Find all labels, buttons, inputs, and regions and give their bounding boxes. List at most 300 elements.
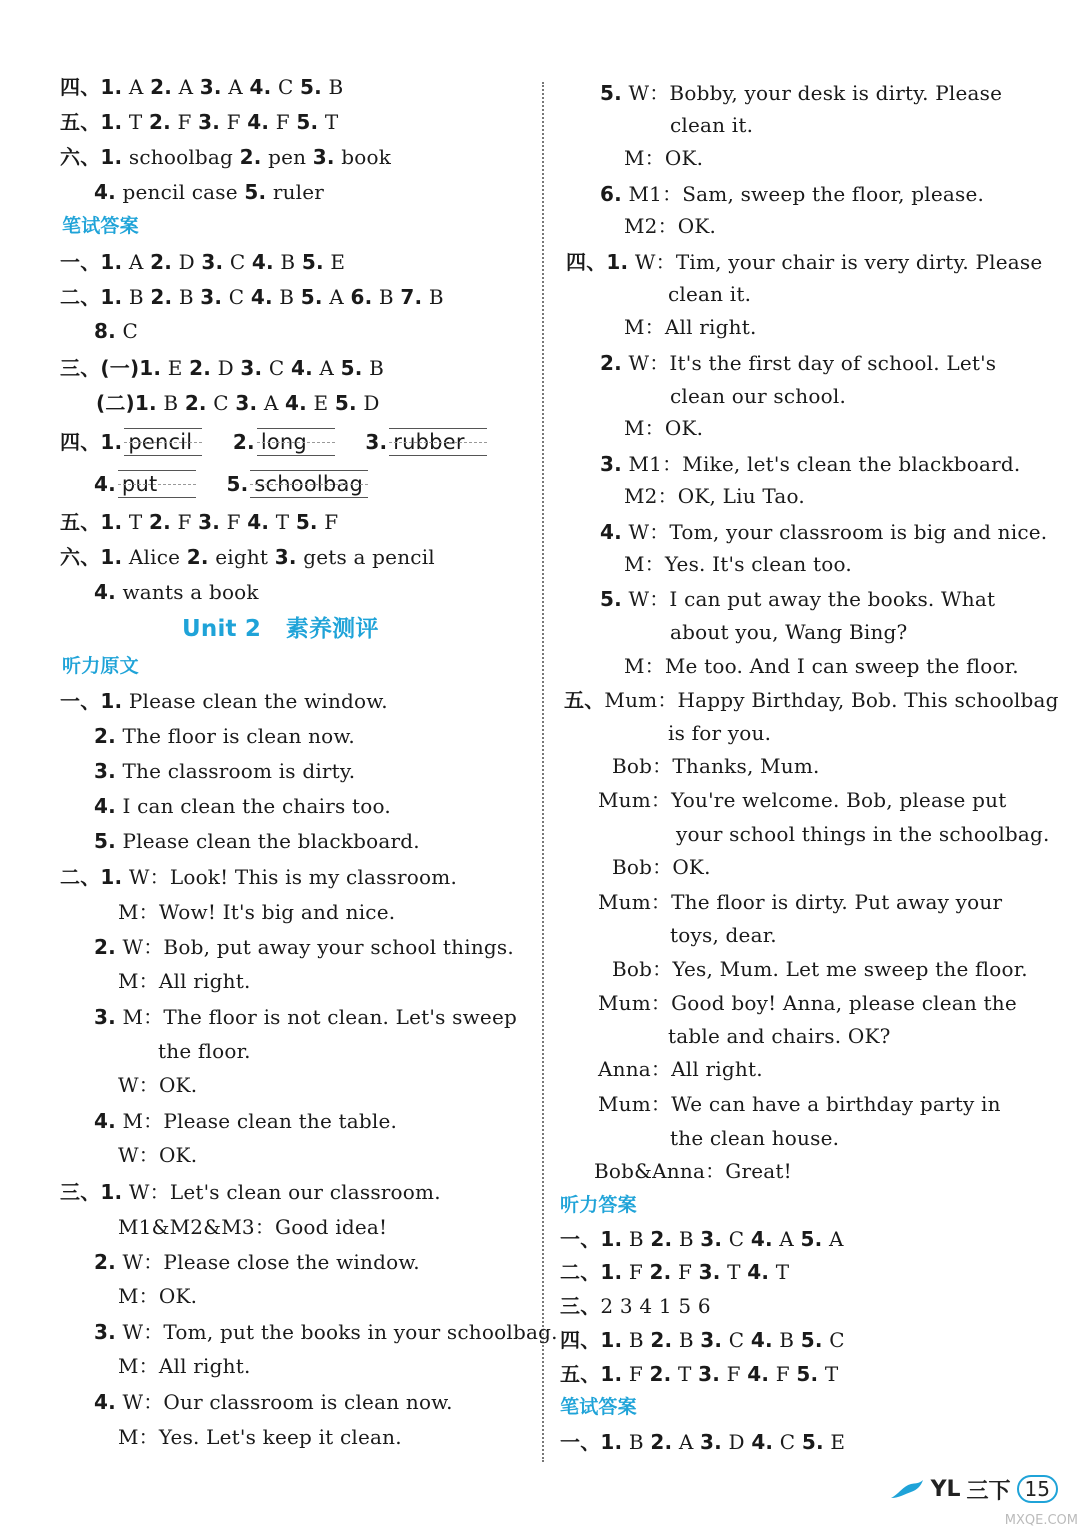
item-text: B [122,285,151,309]
handwriting-box: schoolbag [250,470,368,498]
item-text: pen [261,145,313,169]
item-text: D [721,1430,752,1454]
transcript-line [624,482,805,510]
item-text: C [822,1328,845,1352]
transcript-line [94,1248,420,1276]
item-text: M：All right. [624,315,757,339]
transcript-line [600,585,995,613]
item-text: gets a pencil [296,545,435,569]
transcript-line [600,518,1047,546]
item-text: E [823,1430,846,1454]
item-text: W：Bobby, your desk is dirty. Please [621,81,1003,105]
answer-line [60,354,384,382]
item-text: A [322,285,351,309]
item-text: A [122,75,151,99]
answer-line [560,1225,844,1253]
item-text: F [671,1260,699,1284]
item-number: 3. [700,1227,723,1251]
item-number: 4. [94,580,116,604]
item-number: 5. [296,110,319,134]
transcript-line [670,111,753,139]
item-number: 2. [650,1227,673,1251]
item-text: M2：OK, Liu Tao. [624,484,805,508]
transcript-line [94,1318,558,1346]
transcript-line [94,1388,453,1416]
item-text: A [822,1227,844,1251]
item-number: 5. [94,829,116,853]
item-text: E [161,356,190,380]
item-number: 6. [600,182,622,206]
item-number: 4. [290,356,313,380]
transcript-line [118,1213,387,1241]
item-text: F [720,1362,748,1386]
item-text: A [221,75,250,99]
item-number: 5. [295,510,318,534]
transcript-line [670,921,777,949]
item-text: B [622,1430,651,1454]
item-number: (二)1. [96,391,157,415]
transcript-line [118,898,395,926]
footer-badge [889,1472,1058,1506]
item-number: 二、1. [60,865,123,889]
item-text: C [773,1430,802,1454]
item-text: clean it. [668,282,752,306]
item-text: Bob：Thanks, Mum. [612,754,820,778]
item-text: M1：Sam, sweep the floor, please. [621,182,985,206]
item-number: 三、(一)1. [60,356,162,380]
item-text: C [722,1328,751,1352]
item-text: F [622,1260,650,1284]
item-number: 5. [334,391,357,415]
item-number: 4. [249,75,272,99]
answer-line [560,1292,711,1320]
answer-line [560,1360,838,1388]
handwriting-box: rubber [389,428,487,456]
item-number: 3. [201,250,224,274]
item-text: Bob：Yes, Mum. Let me sweep the floor. [612,957,1028,981]
item-number: 4. [94,794,116,818]
item-number: 5. [801,1430,824,1454]
item-text: the floor. [158,1039,251,1063]
transcript-line [598,786,1006,814]
item-text: M：Please clean the table. [115,1109,398,1133]
item-text: B [622,1227,651,1251]
answer-line [560,1326,845,1354]
transcript-line [94,1107,397,1135]
item-text: Please clean the window. [122,689,388,713]
item-text: is for you. [668,721,772,745]
item-text: 2 3 4 1 5 6 [600,1294,711,1318]
item-number: 5. [800,1328,823,1352]
item-text: A [122,250,151,274]
item-number: 2. [94,1250,116,1274]
transcript-line [118,1352,251,1380]
transcript-line [118,1423,402,1451]
item-text: W：Bob, put away your school things. [115,935,514,959]
item-number: 2. [150,285,173,309]
item-text: toys, dear. [670,923,777,947]
handwriting-box: long [257,428,335,456]
item-number: 2. [150,75,173,99]
item-number: 5. [300,285,323,309]
transcript-line [94,1003,517,1031]
item-text: table and chairs. OK? [668,1024,891,1048]
item-text: F [622,1362,650,1386]
item-text: D [211,356,241,380]
item-text: The classroom is dirty. [115,759,356,783]
item-number: 3. [274,545,297,569]
item-text: C [722,1227,751,1251]
item-text: F [220,110,248,134]
section-heading-written-answers: 笔试答案 [62,215,139,237]
item-number: 五、 [564,688,605,712]
item-number: 6. [350,285,373,309]
item-text: Mum：You're welcome. Bob, please put [598,788,1007,812]
item-text: M：Wow! It's big and nice. [118,900,396,924]
item-text: W：Tom, put the books in your schoolbag. [115,1320,558,1344]
item-text: M：OK. [624,146,704,170]
item-text: F [170,510,199,534]
item-number: 7. [400,285,423,309]
item-text: W：Please close the window. [115,1250,420,1274]
item-text: C [115,319,138,343]
handwriting-box: pencil [124,428,202,456]
transcript-line [598,888,1002,916]
item-number: 一、1. [60,250,123,274]
item-text: W：Our classroom is clean now. [115,1390,453,1414]
item-number: 5. [796,1362,819,1386]
item-text: M2：OK. [624,214,717,238]
item-text: schoolbag [122,145,240,169]
item-text: F [269,110,297,134]
item-number: 5. [244,180,267,204]
item-text: pencil case [115,180,245,204]
item-text: Alice [122,545,187,569]
transcript-line [670,618,907,646]
item-text: B [172,285,201,309]
item-number: 四、1. [60,75,123,99]
transcript-line [668,1022,891,1050]
transcript-line [668,719,771,747]
item-text: T [122,510,149,534]
transcript-line [118,1071,197,1099]
item-text: M1&M2&M3：Good idea! [118,1215,388,1239]
item-number: 2. [184,391,207,415]
item-text: T [318,110,339,134]
transcript-line [94,827,420,855]
item-text: T [122,110,149,134]
answer-line [60,108,338,136]
item-number: 4. [250,285,273,309]
answer-line [60,73,343,101]
transcript-line [670,1124,839,1152]
item-number: 4. [94,1109,116,1133]
item-text: Mum：The floor is dirty. Put away your [598,890,1003,914]
item-number: 三、1. [60,1180,123,1204]
column-divider [542,82,544,1462]
item-number: 2. [189,356,212,380]
item-number: 3. [600,452,622,476]
page-number: 15 [1017,1475,1058,1503]
item-number: 2. [94,935,116,959]
answer-line [60,248,345,276]
item-number: 4. [750,1227,773,1251]
item-number: 3. [198,510,221,534]
item-text: C [222,285,251,309]
item-number: 4. [94,1390,116,1414]
item-text: W：I can put away the books. What [621,587,996,611]
item-text: B [156,391,185,415]
item-text: Anna：All right. [598,1057,763,1081]
item-number: 一、1. [560,1430,623,1454]
item-text: C [223,250,252,274]
transcript-line [118,1282,197,1310]
item-text: D [172,250,202,274]
item-number: 五、1. [60,510,123,534]
transcript-line [612,955,1028,983]
item-number: 4. [747,1260,770,1284]
answer-line [94,317,138,345]
item-number: 2. [650,1430,673,1454]
item-text: M：All right. [118,1354,251,1378]
item-text: A [312,356,341,380]
answer-line [94,178,324,206]
transcript-line [670,382,846,410]
footer-grade: 三下 [966,1478,1011,1504]
item-text: Bob&Anna：Great! [594,1159,792,1183]
transcript-line [94,757,355,785]
transcript-line [624,144,703,172]
item-number: 三、 [560,1294,601,1318]
transcript-line [598,989,1017,1017]
item-text: B [772,1328,801,1352]
item-text: Mum：Happy Birthday, Bob. This schoolbag [604,688,1059,712]
transcript-line [118,1141,197,1169]
transcript-line [118,967,251,995]
transcript-line [598,1090,1001,1118]
transcript-line [600,180,984,208]
item-number: 4. [94,180,116,204]
item-text: B [273,250,302,274]
item-text: T [818,1362,839,1386]
item-text: B [672,1328,701,1352]
item-text: E [323,250,346,274]
item-text: M：All right. [118,969,251,993]
watermark: MXQE.COM [1004,1513,1078,1528]
transcript-line [566,248,1042,276]
transcript-line [564,686,1059,714]
item-text: B [372,285,401,309]
item-text: F [317,510,339,534]
item-number: 3. [200,285,223,309]
item-text: F [769,1362,797,1386]
item-text: B [622,1328,651,1352]
item-number: 4. [747,1362,770,1386]
item-text: your school things in the schoolbag. [676,822,1050,846]
item-text: M：Yes. It's clean too. [624,552,852,576]
transcript-line [600,79,1002,107]
item-text: E [306,391,335,415]
item-number: 2. [150,250,173,274]
item-number: 四、1. [560,1328,623,1352]
item-number: 2. [649,1260,672,1284]
item-text: M1：Mike, let's clean the blackboard. [621,452,1021,476]
item-text: M：OK. [624,416,704,440]
item-number: 2. [239,145,262,169]
item-text: B [672,1227,701,1251]
item-number: 4. [247,110,270,134]
item-text: W：Let's clean our classroom. [122,1180,441,1204]
transcript-line [60,863,457,891]
transcript-line [676,820,1050,848]
item-text: wants a book [115,580,259,604]
item-text: Bob：OK. [612,855,711,879]
item-number: 2. [650,1328,673,1352]
item-number: 2. [649,1362,672,1386]
item-number: 3. [698,1260,721,1284]
item-text: Mum：We can have a birthday party in [598,1092,1001,1116]
item-text: W：Tim, your chair is very dirty. Please [628,250,1043,274]
item-text: C [271,75,301,99]
item-number: 5. [300,75,322,99]
answer-line [60,543,435,571]
answer-line [96,389,380,417]
item-number: 2. [186,545,209,569]
item-text: C [206,391,236,415]
transcript-line [94,722,355,750]
answer-line [560,1428,845,1456]
section-heading-written-answers-2: 笔试答案 [560,1396,637,1418]
item-number: 3. [198,110,221,134]
unit-title: Unit 2 素养测评 [182,616,379,642]
item-number: 五、1. [60,110,123,134]
item-number: 五、1. [560,1362,623,1386]
item-number: 四、1. [566,250,629,274]
item-text: B [272,285,301,309]
item-text: F [220,510,248,534]
item-text: D [356,391,380,415]
item-number: 4. [251,250,274,274]
transcript-line [94,933,514,961]
item-text: A [772,1227,801,1251]
handwriting-line: 四、1. pencil 2. long 3. rubber [60,428,493,456]
item-number: 二、1. [560,1260,623,1284]
item-number: 一、1. [560,1227,623,1251]
transcript-line [600,349,996,377]
answer-line [60,283,444,311]
item-text: Please clean the blackboard. [115,829,420,853]
transcript-line [612,853,711,881]
transcript-line [594,1157,792,1185]
transcript-line [598,1055,763,1083]
item-text: M：The floor is not clean. Let's sweep [115,1005,517,1029]
item-number: 4. [247,510,270,534]
item-number: 二、1. [60,285,123,309]
item-number: 5. [600,81,622,105]
item-number: 5. [600,587,622,611]
item-number: 5. [800,1227,823,1251]
answer-line [560,1258,789,1286]
item-number: 六、1. [60,545,123,569]
item-text: W：It's the first day of school. Let's [621,351,997,375]
item-number: 一、1. [60,689,123,713]
item-number: 4. [285,391,307,415]
item-text: book [334,145,392,169]
item-number: 4. [750,1328,773,1352]
transcript-line [624,313,757,341]
item-number: 5. [301,250,324,274]
item-text: B [422,285,444,309]
transcript-line [624,550,852,578]
section-heading-listening-text: 听力原文 [62,655,139,677]
transcript-line [624,652,1019,680]
item-number: 2. [94,724,116,748]
item-number: 8. [94,319,116,343]
item-text: W：Look! This is my classroom. [122,865,458,889]
item-number: 3. [700,1430,722,1454]
item-text: B [362,356,385,380]
item-text: the clean house. [670,1126,840,1150]
transcript-line [60,1178,441,1206]
handwriting-line: 4. put 5. schoolbag [94,470,374,498]
section-heading-listening-answers: 听力答案 [560,1194,637,1216]
item-text: T [671,1362,699,1386]
item-number: 2. [148,110,171,134]
item-text: ruler [266,180,325,204]
footer-code: YL [930,1476,961,1502]
transcript-line [60,687,388,715]
item-number: 3. [698,1362,721,1386]
item-text: B [321,75,344,99]
transcript-line [624,414,703,442]
item-text: M：Yes. Let's keep it clean. [118,1425,402,1449]
item-text: A [672,1430,701,1454]
item-number: 3. [199,75,222,99]
item-text: W：OK. [118,1073,198,1097]
item-number: 3. [94,759,116,783]
item-text: T [720,1260,748,1284]
item-text: eight [208,545,275,569]
item-text: F [170,110,199,134]
item-number: 3. [700,1328,723,1352]
item-text: Mum：Good boy! Anna, please clean the [598,991,1017,1015]
item-number: 六、1. [60,145,123,169]
item-number: 3. [312,145,335,169]
item-text: W：OK. [118,1143,198,1167]
item-text: A [172,75,200,99]
item-text: clean it. [670,113,754,137]
transcript-line [158,1037,251,1065]
answer-line [94,578,259,606]
item-text: T [769,1260,790,1284]
item-text: clean our school. [670,384,847,408]
handwriting-box: put [118,470,196,498]
transcript-line [94,792,391,820]
item-number: 2. [148,510,171,534]
item-text: I can clean the chairs too. [115,794,391,818]
item-text: M：OK. [118,1284,198,1308]
answer-line [60,143,391,171]
answer-line [60,508,338,536]
item-number: 3. [94,1320,116,1344]
item-number: 2. [600,351,622,375]
item-text: about you, Wang Bing? [670,620,908,644]
item-text: C [262,356,291,380]
bird-icon [889,1476,925,1502]
transcript-line [600,450,1020,478]
item-text: W：Tom, your classroom is big and nice. [621,520,1048,544]
item-number: 4. [751,1430,774,1454]
